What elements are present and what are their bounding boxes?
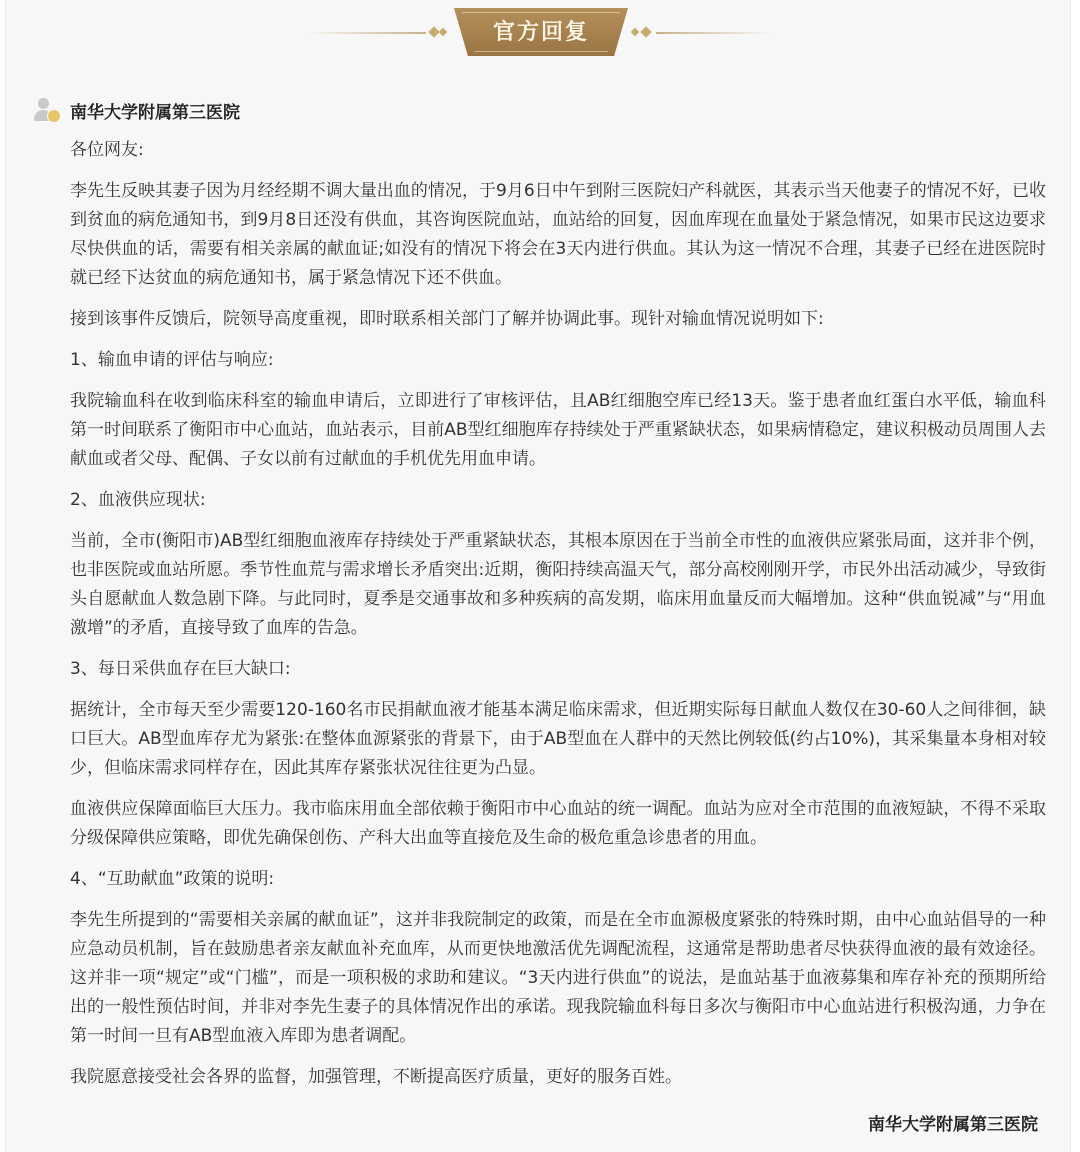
section-body: 血液供应保障面临巨大压力。我市临床用血全部依赖于衡阳市中心血站的统一调配。血站为应对全市范围的血液短缺，不得不采取分级保障供应策略，即优先确保创伤、产科大出血等直接危及生命的极危重急诊患者的用血。 <box>70 799 1046 848</box>
section-body: 我院输血科在收到临床科室的输血申请后，立即进行了审核评估，且AB红细胞空库已经13天。鉴于患者血红蛋白水平低，输血科第一时间联系了衡阳市中心血站，血站表示，目前AB型红细胞库存持续处于严重紧缺状态，如果病情稳定，建议积极动员周围人去献血或者父母、配偶、子女以前有过献血的手机优先用血申请。 <box>70 391 1046 469</box>
author-row <box>34 96 240 124</box>
section-heading: 1、输血申请的评估与响应: <box>70 350 274 370</box>
section-body: 李先生所提到的“需要相关亲属的献血证”，这并非我院制定的政策，而是在全市血源极度紧张的特殊时期，由中心血站倡导的一种应急动员机制，旨在鼓励患者亲友献血补充血库，从而更快地激活优先调配流程，这通常是帮助患者尽快获得血液的最有效途径。这并非一项“规定”或“门槛”，而是一项积极的求助和建议。“3天内进行供血”的说法，是血站基于血液募集和库存补充的预期所给出的一般性预估时间，并非对李先生妻子的具体情况作出的承诺。现我院输血科每日多次与衡阳市中心血站进行积极沟通，力争在第一时间一旦有AB型血液入库即为患者调配。 <box>70 910 1046 1046</box>
official-reply-card <box>5 0 1071 1152</box>
complaint-summary: 李先生反映其妻子因为月经经期不调大量出血的情况，于9月6日中午到附三医院妇产科就医，其表示当天他妻子的情况不好，已收到贫血的病危通知书，到9月8日还没有供血，其咨询医院血站，血站给的回复，因血库现在血量处于紧急情况，如果市民这边要求尽快供血的话，需要有相关亲属的献血证;如没有的情况下将会在3天内进行供血。其认为这一情况不合理，其妻子已经在进医院时就已经下达贫血的病危通知书，属于紧急情况下还不供血。 <box>70 181 1046 288</box>
banner-title: 官方回复 <box>492 19 589 45</box>
reply-content <box>70 136 1046 1104</box>
verified-user-icon <box>34 97 60 123</box>
banner-diamond-icon <box>640 26 651 37</box>
banner-left-line <box>306 32 426 34</box>
closing-statement: 我院愿意接受社会各界的监督，加强管理，不断提高医疗质量，更好的服务百姓。 <box>70 1067 682 1087</box>
banner-right-line <box>656 32 776 34</box>
section-body: 据统计，全市每天至少需要120-160名市民捐献血液才能基本满足临床需求，但近期实际每日献血人数仅在30-60人之间徘徊，缺口巨大。AB型血库存尤为紧张:在整体血源紧张的背景下，由于AB型血在人群中的天然比例较低(约占10%)，其采集量本身相对较少，但临床需求同样存在，因此其库存紧张状况往往更为凸显。 <box>70 700 1046 778</box>
greeting: 各位网友: <box>70 140 144 160</box>
banner-diamond-icon <box>439 28 447 36</box>
official-reply-banner <box>6 0 1072 64</box>
signature: 南华大学附属第三医院 <box>868 1115 1038 1135</box>
section-heading: 4、“互助献血”政策的说明: <box>70 869 275 889</box>
section-body: 当前，全市(衡阳市)AB型红细胞血液库存持续处于严重紧缺状态，其根本原因在于当前全市性的血液供应紧张局面，这并非个例，也非医院或血站所愿。季节性血荒与需求增长矛盾突出:近期，衡阳持续高温天气，部分高校刚刚开学，市民外出活动减少，导致街头自愿献血人数急剧下降。与此同时，夏季是交通事故和多种疾病的高发期，临床用血量反而大幅增加。这种“供血锐减”与“用血激增”的矛盾，直接导致了血库的告急。 <box>70 531 1046 638</box>
banner-diamond-icon <box>631 28 639 36</box>
section-heading: 3、每日采供血存在巨大缺口: <box>70 659 291 679</box>
author-name[interactable]: 南华大学附属第三医院 <box>70 102 240 123</box>
response-intro: 接到该事件反馈后，院领导高度重视，即时联系相关部门了解并协调此事。现针对输血情况说明如下: <box>70 309 824 329</box>
section-heading: 2、血液供应现状: <box>70 490 206 510</box>
